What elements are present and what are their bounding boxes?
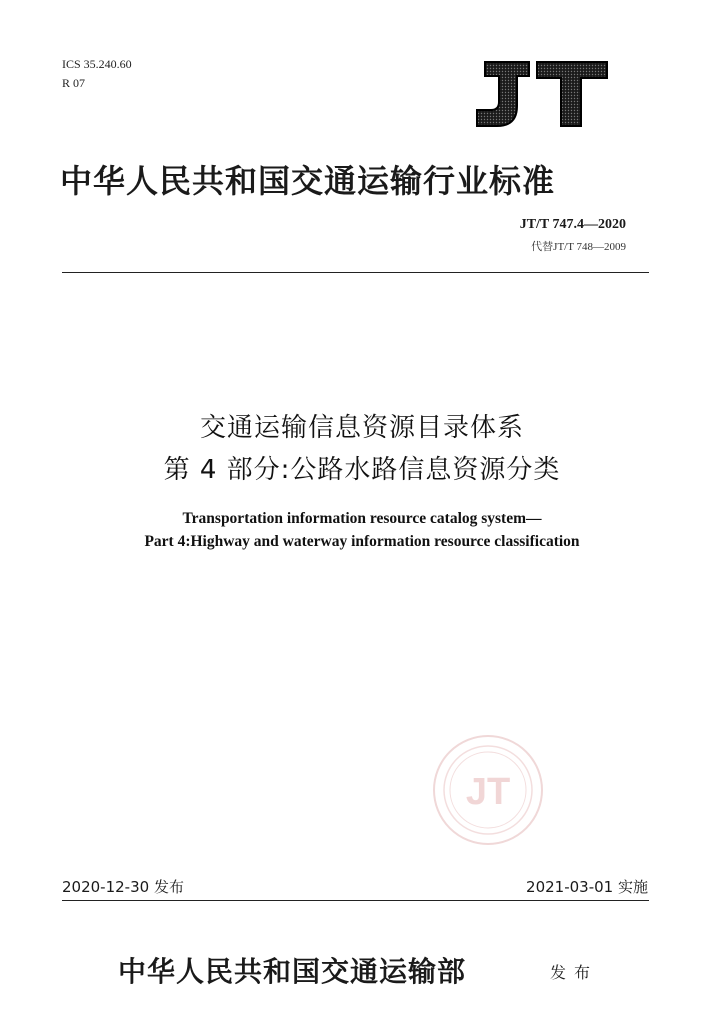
standard-number: JT/T 747.4—2020	[519, 217, 626, 232]
header-divider	[62, 272, 649, 273]
english-title-line2: Part 4:Highway and waterway information resource classification	[144, 533, 580, 550]
english-title-line1: Transportation information resource catalog system—	[182, 510, 542, 527]
publish-label: 发布	[550, 963, 599, 982]
implementation-date: 2021-03-01 实施	[526, 878, 648, 896]
ministry-standard-title: 中华人民共和国交通运输行业标准	[60, 162, 556, 200]
watermark-seal-icon	[430, 732, 546, 848]
seal-text: JT	[465, 771, 511, 813]
footer-divider	[62, 900, 649, 901]
ics-code: ICS 35.240.60	[62, 57, 132, 71]
class-code: R 07	[62, 76, 86, 90]
jt-logo	[471, 58, 611, 130]
issue-date: 2020-12-30 发布	[62, 878, 184, 896]
chinese-title-line2: 第 4 部分:公路水路信息资源分类	[163, 455, 561, 485]
chinese-title-line1: 交通运输信息资源目录体系	[199, 413, 524, 443]
classification-block	[62, 55, 132, 93]
replaces-standard: 代替JT/T 748—2009	[531, 241, 626, 253]
publisher-name: 中华人民共和国交通运输部	[118, 955, 467, 988]
